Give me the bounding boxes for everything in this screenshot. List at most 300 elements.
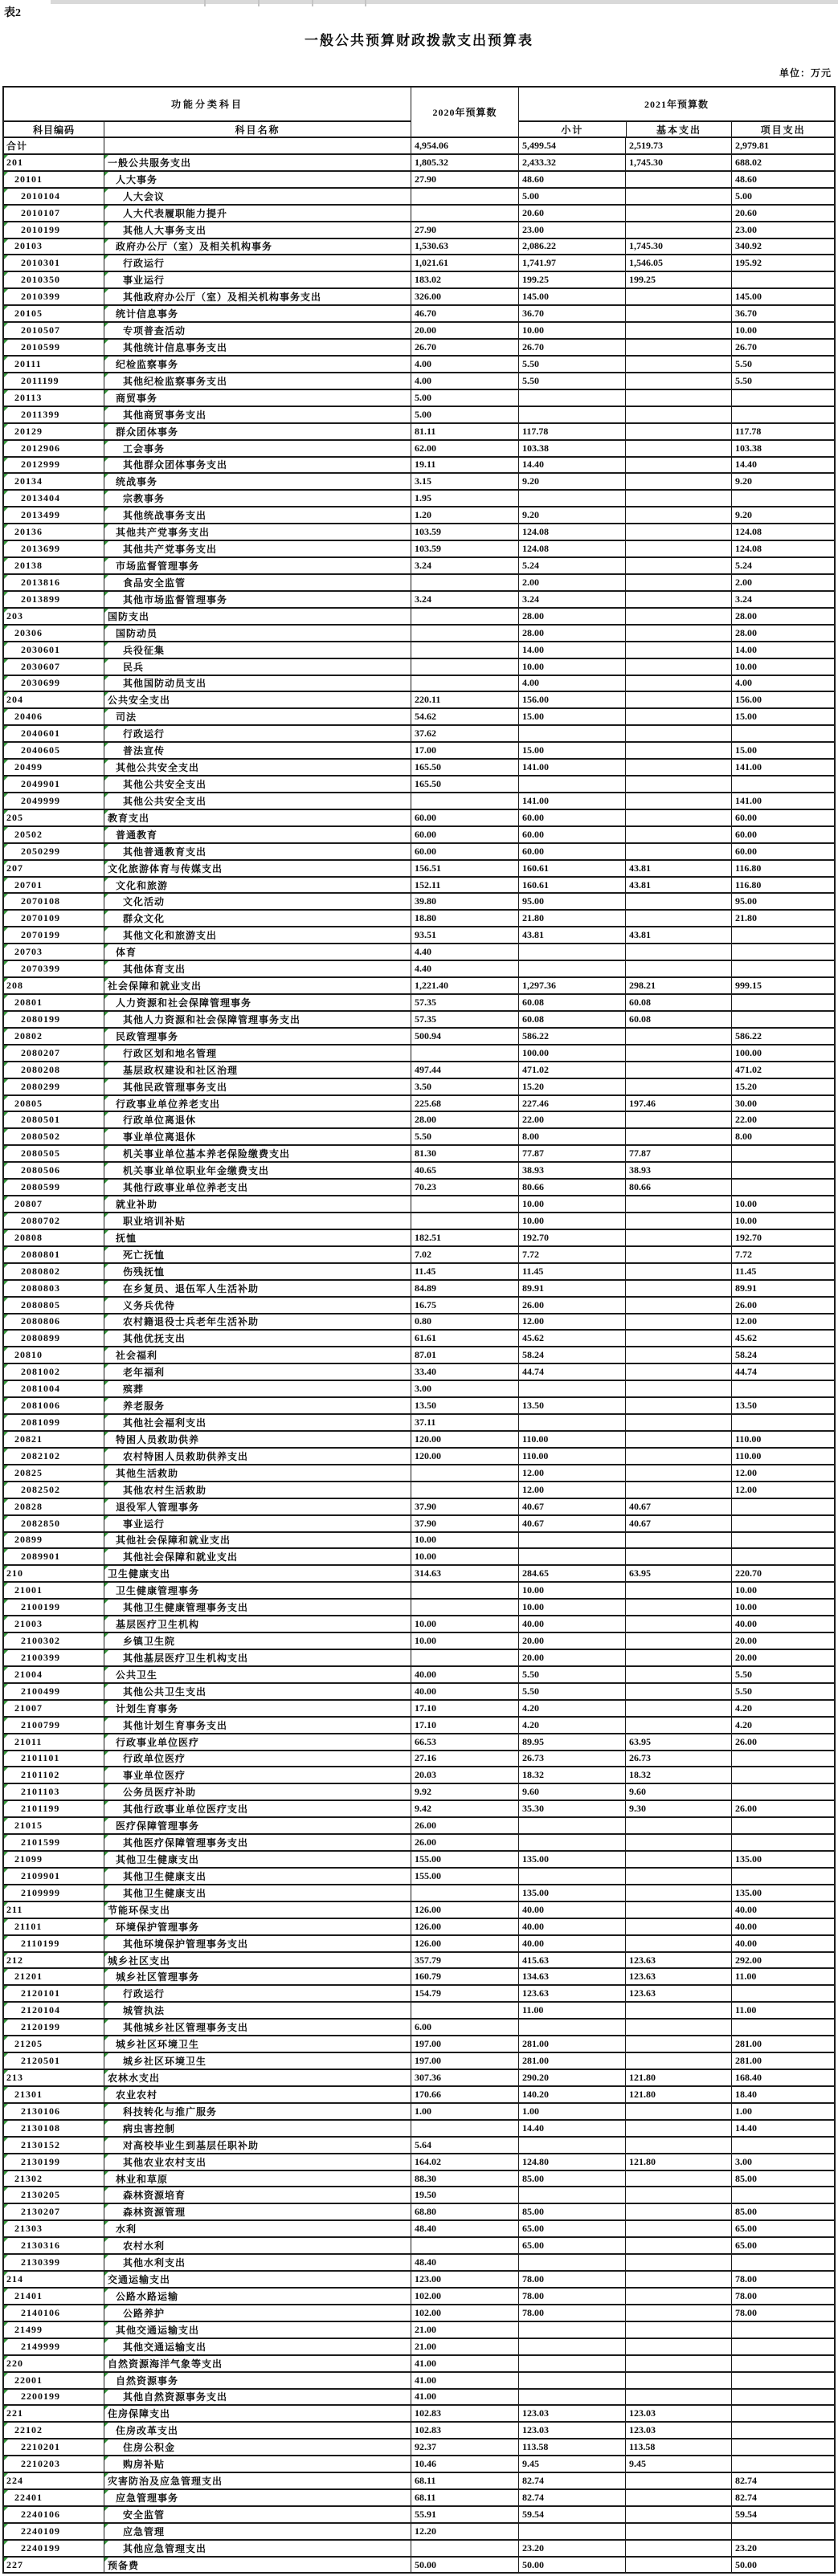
value-basic-cell: [625, 1718, 731, 1733]
value-2020-cell: 4.00: [411, 373, 518, 389]
value-basic-cell: 1,546.05: [625, 255, 731, 271]
value-2020-cell: 88.30: [411, 2171, 518, 2187]
value-basic-cell: 121.80: [625, 2070, 731, 2085]
value-2020-cell: 197.00: [411, 2036, 518, 2052]
value-project-cell: [731, 1835, 834, 1850]
value-project-cell: 20.00: [731, 1650, 834, 1665]
code-cell: 2101101: [4, 1751, 104, 1767]
value-basic-cell: [625, 609, 731, 624]
value-basic-cell: [625, 911, 731, 926]
code-cell: 2082502: [4, 1482, 104, 1498]
value-project-cell: 12.00: [731, 1482, 834, 1498]
value-project-cell: [731, 726, 834, 741]
code-cell: 2070399: [4, 961, 104, 976]
value-basic-cell: 123.63: [625, 1969, 731, 1984]
value-2020-cell: 26.00: [411, 1835, 518, 1850]
value-2020-cell: 170.66: [411, 2087, 518, 2102]
value-subtotal-cell: 89.91: [518, 1281, 625, 1296]
code-cell: 2082850: [4, 1516, 104, 1531]
value-basic-cell: 43.81: [625, 861, 731, 876]
value-basic-cell: [625, 2558, 731, 2573]
value-basic-cell: [625, 1885, 731, 1901]
value-subtotal-cell: 28.00: [518, 626, 625, 641]
code-cell: 2013699: [4, 541, 104, 556]
value-subtotal-cell: 15.00: [518, 743, 625, 758]
name-cell: 机关事业单位基本养老保险缴费支出: [104, 1146, 411, 1161]
value-project-cell: [731, 1549, 834, 1564]
value-project-cell: 4.20: [731, 1718, 834, 1733]
value-subtotal-cell: 26.00: [518, 1298, 625, 1313]
name-cell: 人大事务: [104, 172, 411, 187]
name-cell: 体育: [104, 944, 411, 960]
value-2020-cell: 68.11: [411, 2473, 518, 2488]
value-2020-cell: 307.36: [411, 2070, 518, 2085]
value-project-cell: 168.40: [731, 2070, 834, 2085]
table-row: [4, 1918, 834, 1934]
code-cell: 2010301: [4, 255, 104, 271]
value-subtotal-cell: 18.32: [518, 1767, 625, 1783]
value-project-cell: 5.50: [731, 373, 834, 389]
name-cell: 行政运行: [104, 1986, 411, 2001]
value-subtotal-cell: 110.00: [518, 1449, 625, 1464]
value-2020-cell: 55.91: [411, 2507, 518, 2522]
value-2020-cell: 39.80: [411, 894, 518, 909]
name-cell: 行政运行: [104, 255, 411, 271]
table-row: [4, 254, 834, 271]
value-basic-cell: [625, 1364, 731, 1380]
value-basic-cell: [625, 1112, 731, 1127]
table-row: [4, 1346, 834, 1363]
value-basic-cell: [625, 306, 731, 321]
value-subtotal-cell: 124.80: [518, 2154, 625, 2170]
value-project-cell: 292.00: [731, 1953, 834, 1968]
table-row: [4, 2338, 834, 2354]
value-2020-cell: 3.15: [411, 474, 518, 489]
name-cell: 工会事务: [104, 441, 411, 456]
value-subtotal-cell: 145.00: [518, 289, 625, 304]
header-subtotal: 小计: [561, 124, 584, 136]
table-row: [4, 1498, 834, 1514]
code-cell: 2010350: [4, 272, 104, 287]
table-row: [4, 1632, 834, 1649]
value-basic-cell: [625, 1298, 731, 1313]
table-row: [4, 607, 834, 624]
value-subtotal-cell: 40.00: [518, 1616, 625, 1632]
value-subtotal-cell: 4.20: [518, 1701, 625, 1716]
value-subtotal-cell: 9.45: [518, 2456, 625, 2472]
name-cell: 义务兵优待: [104, 1298, 411, 1313]
value-2020-cell: 62.00: [411, 441, 518, 456]
value-2020-cell: 0.80: [411, 1314, 518, 1330]
code-cell: 20801: [4, 995, 104, 1010]
value-subtotal-cell: 8.00: [518, 1129, 625, 1144]
value-project-cell: [731, 1986, 834, 2001]
name-cell: 其他公共安全支出: [104, 776, 411, 792]
table-row: [4, 1161, 834, 1178]
code-cell: 2080805: [4, 1298, 104, 1313]
value-project-cell: 85.00: [731, 2171, 834, 2187]
table-row: [4, 1127, 834, 1144]
code-cell: 2010107: [4, 206, 104, 221]
value-project-cell: [731, 1381, 834, 1396]
value-2020-cell: 5.50: [411, 1129, 518, 1144]
code-cell: 2200199: [4, 2390, 104, 2405]
value-subtotal-cell: [518, 726, 625, 741]
value-basic-cell: [625, 1449, 731, 1464]
table-row: [4, 1296, 834, 1313]
value-2020-cell: 66.53: [411, 1734, 518, 1750]
table-row: [4, 1413, 834, 1430]
value-2020-cell: 152.11: [411, 878, 518, 893]
value-basic-cell: [625, 1230, 731, 1245]
code-cell: 20703: [4, 944, 104, 960]
value-project-cell: [731, 2439, 834, 2455]
name-cell: 城乡社区环境卫生: [104, 2036, 411, 2052]
name-cell: 行政事业单位养老支出: [104, 1096, 411, 1111]
name-cell: 节能环保支出: [104, 1902, 411, 1918]
value-project-cell: 145.00: [731, 289, 834, 304]
code-cell: 2149999: [4, 2339, 104, 2354]
value-basic-cell: [625, 2490, 731, 2505]
scan-artifact-tick: [312, 0, 313, 6]
value-subtotal-cell: 20.60: [518, 206, 625, 221]
value-2020-cell: 27.16: [411, 1751, 518, 1767]
table-row: [4, 1682, 834, 1699]
value-basic-cell: 123.03: [625, 2406, 731, 2421]
value-2020-cell: 41.00: [411, 2390, 518, 2405]
code-cell: 2120199: [4, 2020, 104, 2035]
table-row: [4, 2304, 834, 2321]
value-subtotal-cell: 9.20: [518, 507, 625, 523]
table-body: [4, 137, 834, 2572]
value-project-cell: 20.60: [731, 206, 834, 221]
table-row: [4, 1430, 834, 1447]
value-subtotal-cell: 5.24: [518, 558, 625, 573]
code-cell: 2101102: [4, 1767, 104, 1783]
value-2020-cell: [411, 1045, 518, 1061]
code-cell: 201: [4, 155, 104, 170]
value-2020-cell: 26.00: [411, 1818, 518, 1833]
value-2020-cell: 1,021.61: [411, 255, 518, 271]
table-row: [4, 2522, 834, 2539]
value-project-cell: 4.20: [731, 1701, 834, 1716]
value-basic-cell: [625, 524, 731, 540]
value-project-cell: [731, 2423, 834, 2438]
value-2020-cell: 126.00: [411, 1919, 518, 1934]
value-project-cell: [731, 272, 834, 287]
value-2020-cell: 68.80: [411, 2204, 518, 2219]
value-2020-cell: 40.65: [411, 1163, 518, 1178]
value-subtotal-cell: 227.46: [518, 1096, 625, 1111]
value-basic-cell: 123.03: [625, 2423, 731, 2438]
code-cell: 2080501: [4, 1112, 104, 1127]
value-subtotal-cell: 95.00: [518, 894, 625, 909]
name-cell: 殡葬: [104, 1381, 411, 1396]
value-subtotal-cell: [518, 1549, 625, 1564]
value-subtotal-cell: 5.50: [518, 1667, 625, 1682]
code-cell: 2120501: [4, 2053, 104, 2069]
value-project-cell: [731, 1180, 834, 1195]
code-cell: 21301: [4, 2087, 104, 2102]
value-2020-cell: 17.10: [411, 1718, 518, 1733]
value-project-cell: 60.00: [731, 810, 834, 825]
value-project-cell: 2.00: [731, 575, 834, 590]
table-row: [4, 741, 834, 758]
value-basic-cell: 121.80: [625, 2087, 731, 2102]
value-basic-cell: 123.63: [625, 1986, 731, 2001]
value-project-cell: 135.00: [731, 1885, 834, 1901]
code-cell: 2080207: [4, 1045, 104, 1061]
name-cell: 应急管理事务: [104, 2490, 411, 2505]
value-project-cell: [731, 1767, 834, 1783]
value-2020-cell: 81.30: [411, 1146, 518, 1161]
name-cell: 农村特困人员救助供养支出: [104, 1449, 411, 1464]
value-basic-cell: [625, 1045, 731, 1061]
value-basic-cell: [625, 2121, 731, 2136]
value-subtotal-cell: 160.61: [518, 861, 625, 876]
value-project-cell: 65.00: [731, 2238, 834, 2253]
value-subtotal-cell: 78.00: [518, 2305, 625, 2321]
table-row: [4, 1195, 834, 1212]
value-2020-cell: 70.23: [411, 1180, 518, 1195]
value-project-cell: [731, 2356, 834, 2371]
name-cell: 其他自然资源事务支出: [104, 2390, 411, 2405]
value-basic-cell: [625, 2541, 731, 2556]
value-project-cell: 5.00: [731, 189, 834, 204]
code-cell: 205: [4, 810, 104, 825]
value-subtotal-cell: 10.00: [518, 1583, 625, 1598]
value-subtotal-cell: 1,297.36: [518, 978, 625, 993]
value-subtotal-cell: 59.54: [518, 2507, 625, 2522]
value-subtotal-cell: [518, 390, 625, 406]
code-cell: 204: [4, 692, 104, 707]
name-cell: 事业单位离退休: [104, 1129, 411, 1144]
value-basic-cell: [625, 2524, 731, 2539]
value-2020-cell: 27.90: [411, 222, 518, 238]
value-basic-cell: [625, 189, 731, 204]
name-cell: 自然资源事务: [104, 2373, 411, 2388]
value-project-cell: 10.00: [731, 1583, 834, 1598]
value-basic-cell: [625, 1079, 731, 1094]
table-row: [4, 2186, 834, 2203]
value-subtotal-cell: 12.00: [518, 1482, 625, 1498]
value-subtotal-cell: 2,086.22: [518, 239, 625, 255]
value-2020-cell: 102.00: [411, 2305, 518, 2321]
header-subject-name: 科目名称: [104, 122, 411, 137]
value-project-cell: 192.70: [731, 1230, 834, 1245]
code-cell: 21201: [4, 1969, 104, 1984]
value-basic-cell: 63.95: [625, 1734, 731, 1750]
value-basic-cell: [625, 2339, 731, 2354]
code-cell: 2081002: [4, 1364, 104, 1380]
name-cell: 兵役征集: [104, 642, 411, 658]
header-subject-code: 科目编码: [32, 124, 75, 136]
value-basic-cell: [625, 1381, 731, 1396]
value-subtotal-cell: 40.67: [518, 1516, 625, 1531]
value-project-cell: 21.80: [731, 911, 834, 926]
value-project-cell: 15.20: [731, 1079, 834, 1094]
value-basic-cell: [625, 1314, 731, 1330]
table-row: [4, 1547, 834, 1564]
table-row: [4, 355, 834, 372]
value-subtotal-cell: 284.65: [518, 1566, 625, 1581]
table-row: [4, 675, 834, 691]
value-subtotal-cell: 77.87: [518, 1146, 625, 1161]
table-row: [4, 556, 834, 573]
value-basic-cell: [625, 642, 731, 658]
value-subtotal-cell: [518, 2255, 625, 2270]
name-cell: 购房补贴: [104, 2456, 411, 2472]
table-row: [4, 137, 834, 153]
value-subtotal-cell: 60.00: [518, 810, 625, 825]
value-project-cell: 89.91: [731, 1281, 834, 1296]
value-project-cell: 11.00: [731, 2003, 834, 2018]
value-subtotal-cell: [518, 944, 625, 960]
name-cell: 机关事业单位职业年金缴费支出: [104, 1163, 411, 1178]
value-basic-cell: [625, 2305, 731, 2321]
table-row: [4, 1750, 834, 1767]
value-subtotal-cell: 23.00: [518, 222, 625, 238]
value-project-cell: 11.45: [731, 1264, 834, 1279]
table-row: [4, 1850, 834, 1867]
table-row: [4, 2371, 834, 2388]
name-cell: 社会福利: [104, 1347, 411, 1363]
scan-artifact-tick: [204, 0, 206, 6]
value-2020-cell: 40.00: [411, 1667, 518, 1682]
value-subtotal-cell: 4.00: [518, 676, 625, 691]
value-project-cell: [731, 1818, 834, 1833]
value-project-cell: 36.70: [731, 306, 834, 321]
table-row: [4, 691, 834, 707]
value-basic-cell: [625, 1415, 731, 1430]
value-subtotal-cell: 192.70: [518, 1230, 625, 1245]
value-project-cell: 50.00: [731, 2558, 834, 2573]
name-cell: 城乡社区环境卫生: [104, 2053, 411, 2069]
value-project-cell: 28.00: [731, 609, 834, 624]
name-cell: 水利: [104, 2221, 411, 2236]
table-row: [4, 2170, 834, 2187]
value-basic-cell: [625, 626, 731, 641]
name-cell: 灾害防治及应急管理支出: [104, 2473, 411, 2488]
value-2020-cell: 7.02: [411, 1247, 518, 1262]
value-basic-cell: [625, 743, 731, 758]
value-basic-cell: 26.73: [625, 1751, 731, 1767]
value-basic-cell: [625, 1247, 731, 1262]
value-project-cell: [731, 776, 834, 792]
value-basic-cell: [625, 2036, 731, 2052]
code-cell: 2030607: [4, 659, 104, 675]
code-cell: 20129: [4, 424, 104, 439]
value-basic-cell: [625, 373, 731, 389]
value-project-cell: 117.78: [731, 424, 834, 439]
value-basic-cell: [625, 2373, 731, 2388]
name-cell: 群众文化: [104, 911, 411, 926]
value-project-cell: 471.02: [731, 1062, 834, 1078]
value-2020-cell: 92.37: [411, 2439, 518, 2455]
code-cell: 2080806: [4, 1314, 104, 1330]
value-subtotal-cell: 20.00: [518, 1650, 625, 1665]
value-2020-cell: [411, 2541, 518, 2556]
value-2020-cell: 102.83: [411, 2406, 518, 2421]
code-cell: 2010507: [4, 323, 104, 338]
name-cell: 商贸事务: [104, 390, 411, 406]
code-cell: 208: [4, 978, 104, 993]
value-project-cell: 124.08: [731, 524, 834, 540]
value-2020-cell: 220.11: [411, 692, 518, 707]
value-subtotal-cell: [518, 2390, 625, 2405]
value-project-cell: 23.00: [731, 222, 834, 238]
value-project-cell: 18.40: [731, 2087, 834, 2102]
table-row: [4, 2219, 834, 2236]
value-basic-cell: [625, 357, 731, 372]
table-row: [4, 926, 834, 943]
page-title: 一般公共预算财政拨款支出预算表: [305, 33, 533, 48]
value-basic-cell: [625, 944, 731, 960]
table-row: [4, 406, 834, 422]
value-subtotal-cell: 26.73: [518, 1751, 625, 1767]
name-cell: 其他公共卫生支出: [104, 1684, 411, 1699]
value-2020-cell: 46.70: [411, 306, 518, 321]
name-cell: 对高校毕业生到基层任职补助: [104, 2138, 411, 2153]
value-subtotal-cell: 48.60: [518, 172, 625, 187]
value-subtotal-cell: 82.74: [518, 2473, 625, 2488]
code-cell: 2010399: [4, 289, 104, 304]
value-project-cell: 9.20: [731, 507, 834, 523]
value-2020-cell: 225.68: [411, 1096, 518, 1111]
value-project-cell: 58.24: [731, 1347, 834, 1363]
value-subtotal-cell: 14.00: [518, 642, 625, 658]
value-basic-cell: [625, 592, 731, 607]
name-cell: 城乡社区支出: [104, 1953, 411, 1968]
value-2020-cell: 54.62: [411, 709, 518, 724]
value-subtotal-cell: [518, 776, 625, 792]
name-cell: 其他交通运输支出: [104, 2322, 411, 2338]
value-project-cell: 340.92: [731, 239, 834, 255]
value-subtotal-cell: 11.00: [518, 2003, 625, 2018]
table-row: [4, 2287, 834, 2304]
value-project-cell: 10.00: [731, 1213, 834, 1229]
name-cell: 司法: [104, 709, 411, 724]
name-cell: 乡镇卫生院: [104, 1633, 411, 1649]
value-2020-cell: 164.02: [411, 2154, 518, 2170]
table-row: [4, 859, 834, 876]
value-basic-cell: [625, 1331, 731, 1346]
value-subtotal-cell: 60.00: [518, 827, 625, 842]
value-project-cell: [731, 2406, 834, 2421]
value-project-cell: 26.00: [731, 1298, 834, 1313]
name-cell: 其他卫生健康支出: [104, 1852, 411, 1867]
table-row: [4, 2388, 834, 2405]
value-subtotal-cell: 7.72: [518, 1247, 625, 1262]
table-row: [4, 523, 834, 540]
value-2020-cell: 3.00: [411, 1381, 518, 1396]
table-row: [4, 456, 834, 473]
table-row: [4, 1564, 834, 1581]
value-subtotal-cell: 281.00: [518, 2053, 625, 2069]
value-basic-cell: [625, 1600, 731, 1615]
code-cell: 2101199: [4, 1801, 104, 1816]
scan-artifact-tick: [258, 0, 260, 6]
value-project-cell: [731, 1012, 834, 1027]
value-2020-cell: [411, 1196, 518, 1212]
value-project-cell: [731, 2020, 834, 2035]
code-cell: 2011399: [4, 407, 104, 422]
name-cell: 文化旅游体育与传媒支出: [104, 861, 411, 876]
table-row: [4, 2102, 834, 2119]
code-cell: 203: [4, 609, 104, 624]
code-cell: 211: [4, 1902, 104, 1918]
value-subtotal-cell: 85.00: [518, 2171, 625, 2187]
